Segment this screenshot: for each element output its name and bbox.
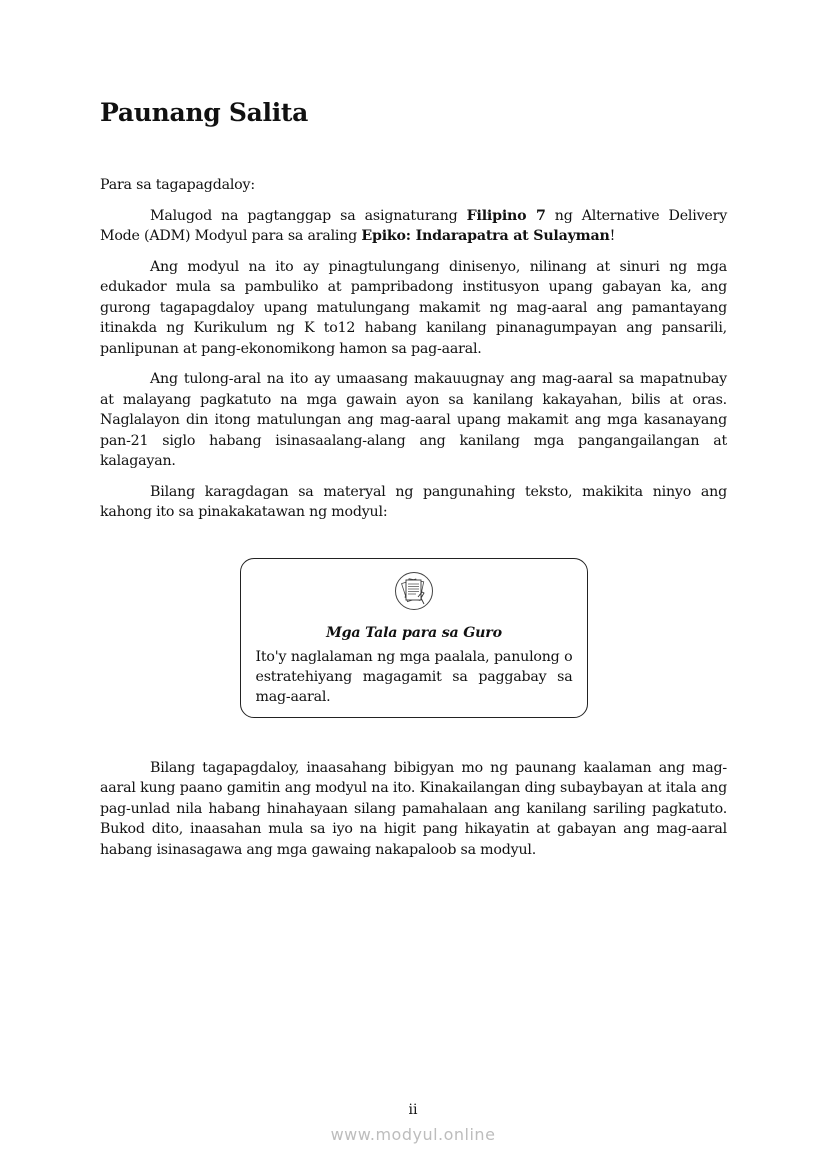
- page-title: Paunang Salita: [100, 98, 309, 127]
- box-text: Ito'y naglalaman ng mga paalala, panulong o estratehiyang magagamit sa paggabay sa mag-aaral.: [255, 648, 573, 705]
- paragraph-1: [100, 206, 727, 247]
- p1-text-a: Malugod na pagtanggap sa asignaturang: [150, 207, 467, 224]
- body-text: [100, 175, 727, 870]
- lesson-name: Epiko: Indarapatra at Sulayman: [361, 228, 610, 244]
- paragraph-2: Ang modyul na ito ay pinagtulungang dinisenyo, nilinang at sinuri ng mga edukador mula sa pambuliko at pampribadong institusyon upang gabayan ka, ang gurong tagapagdaloy upang matulungang makamit ng mag-aaral ang pamantayang itinakda ng Kurikulum ng K to12 habang kanilang pinanagumpayan ang pansarili, panlipunan at pang-ekonomikong hamon sa pag-aaral.: [100, 258, 727, 357]
- watermark: www.modyul.online: [330, 1125, 496, 1144]
- p1-text-d: !: [609, 228, 616, 244]
- page-number: ii: [408, 1102, 418, 1118]
- paragraph-4: Bilang karagdagan sa materyal ng pangunahing teksto, makikita ninyo ang kahong ito sa pinakakatawan ng modyul:: [100, 483, 727, 520]
- teacher-notes-box: [240, 558, 588, 718]
- paragraph-3: Ang tulong-aral na ito ay umaasang makauugnay ang mag-aaral sa mapatnubay at malayang pagkatuto na mga gawain ayon sa kanilang kakayahan, bilis at oras. Naglalayon din itong matulungan ang mag-aaral upang makamit ang mga kasanayang pan-21 siglo habang isinasaalang-alang ang kanilang mga pangangailangan at kalagayan.: [100, 371, 727, 469]
- greeting-text: Para sa tagapagdaloy:: [100, 177, 255, 193]
- paragraph-5: Bilang tagapagdaloy, inaasahang bibigyan mo ng paunang kaalaman ang mag-aaral kung paano gamitin ang modyul na ito. Kinakailangan ding subaybayan at itala ang pag-unlad nila habang hinahayaan silang pamahalaan ang kanilang sariling pagkatuto. Bukod dito, inaasahan mula sa iyo na higit pang hikayatin at gabayan ang mag-aaral habang isinasagawa ang mga gawaing nakapaloob sa modyul.: [100, 759, 727, 858]
- subject-name: Filipino 7: [466, 207, 546, 224]
- box-title: Mga Tala para sa Guro: [326, 624, 502, 641]
- teacher-notes-icon: [394, 571, 434, 611]
- p1-text-c: ng Alternative Delivery Mode (ADM) Modyul para sa araling: [100, 207, 728, 244]
